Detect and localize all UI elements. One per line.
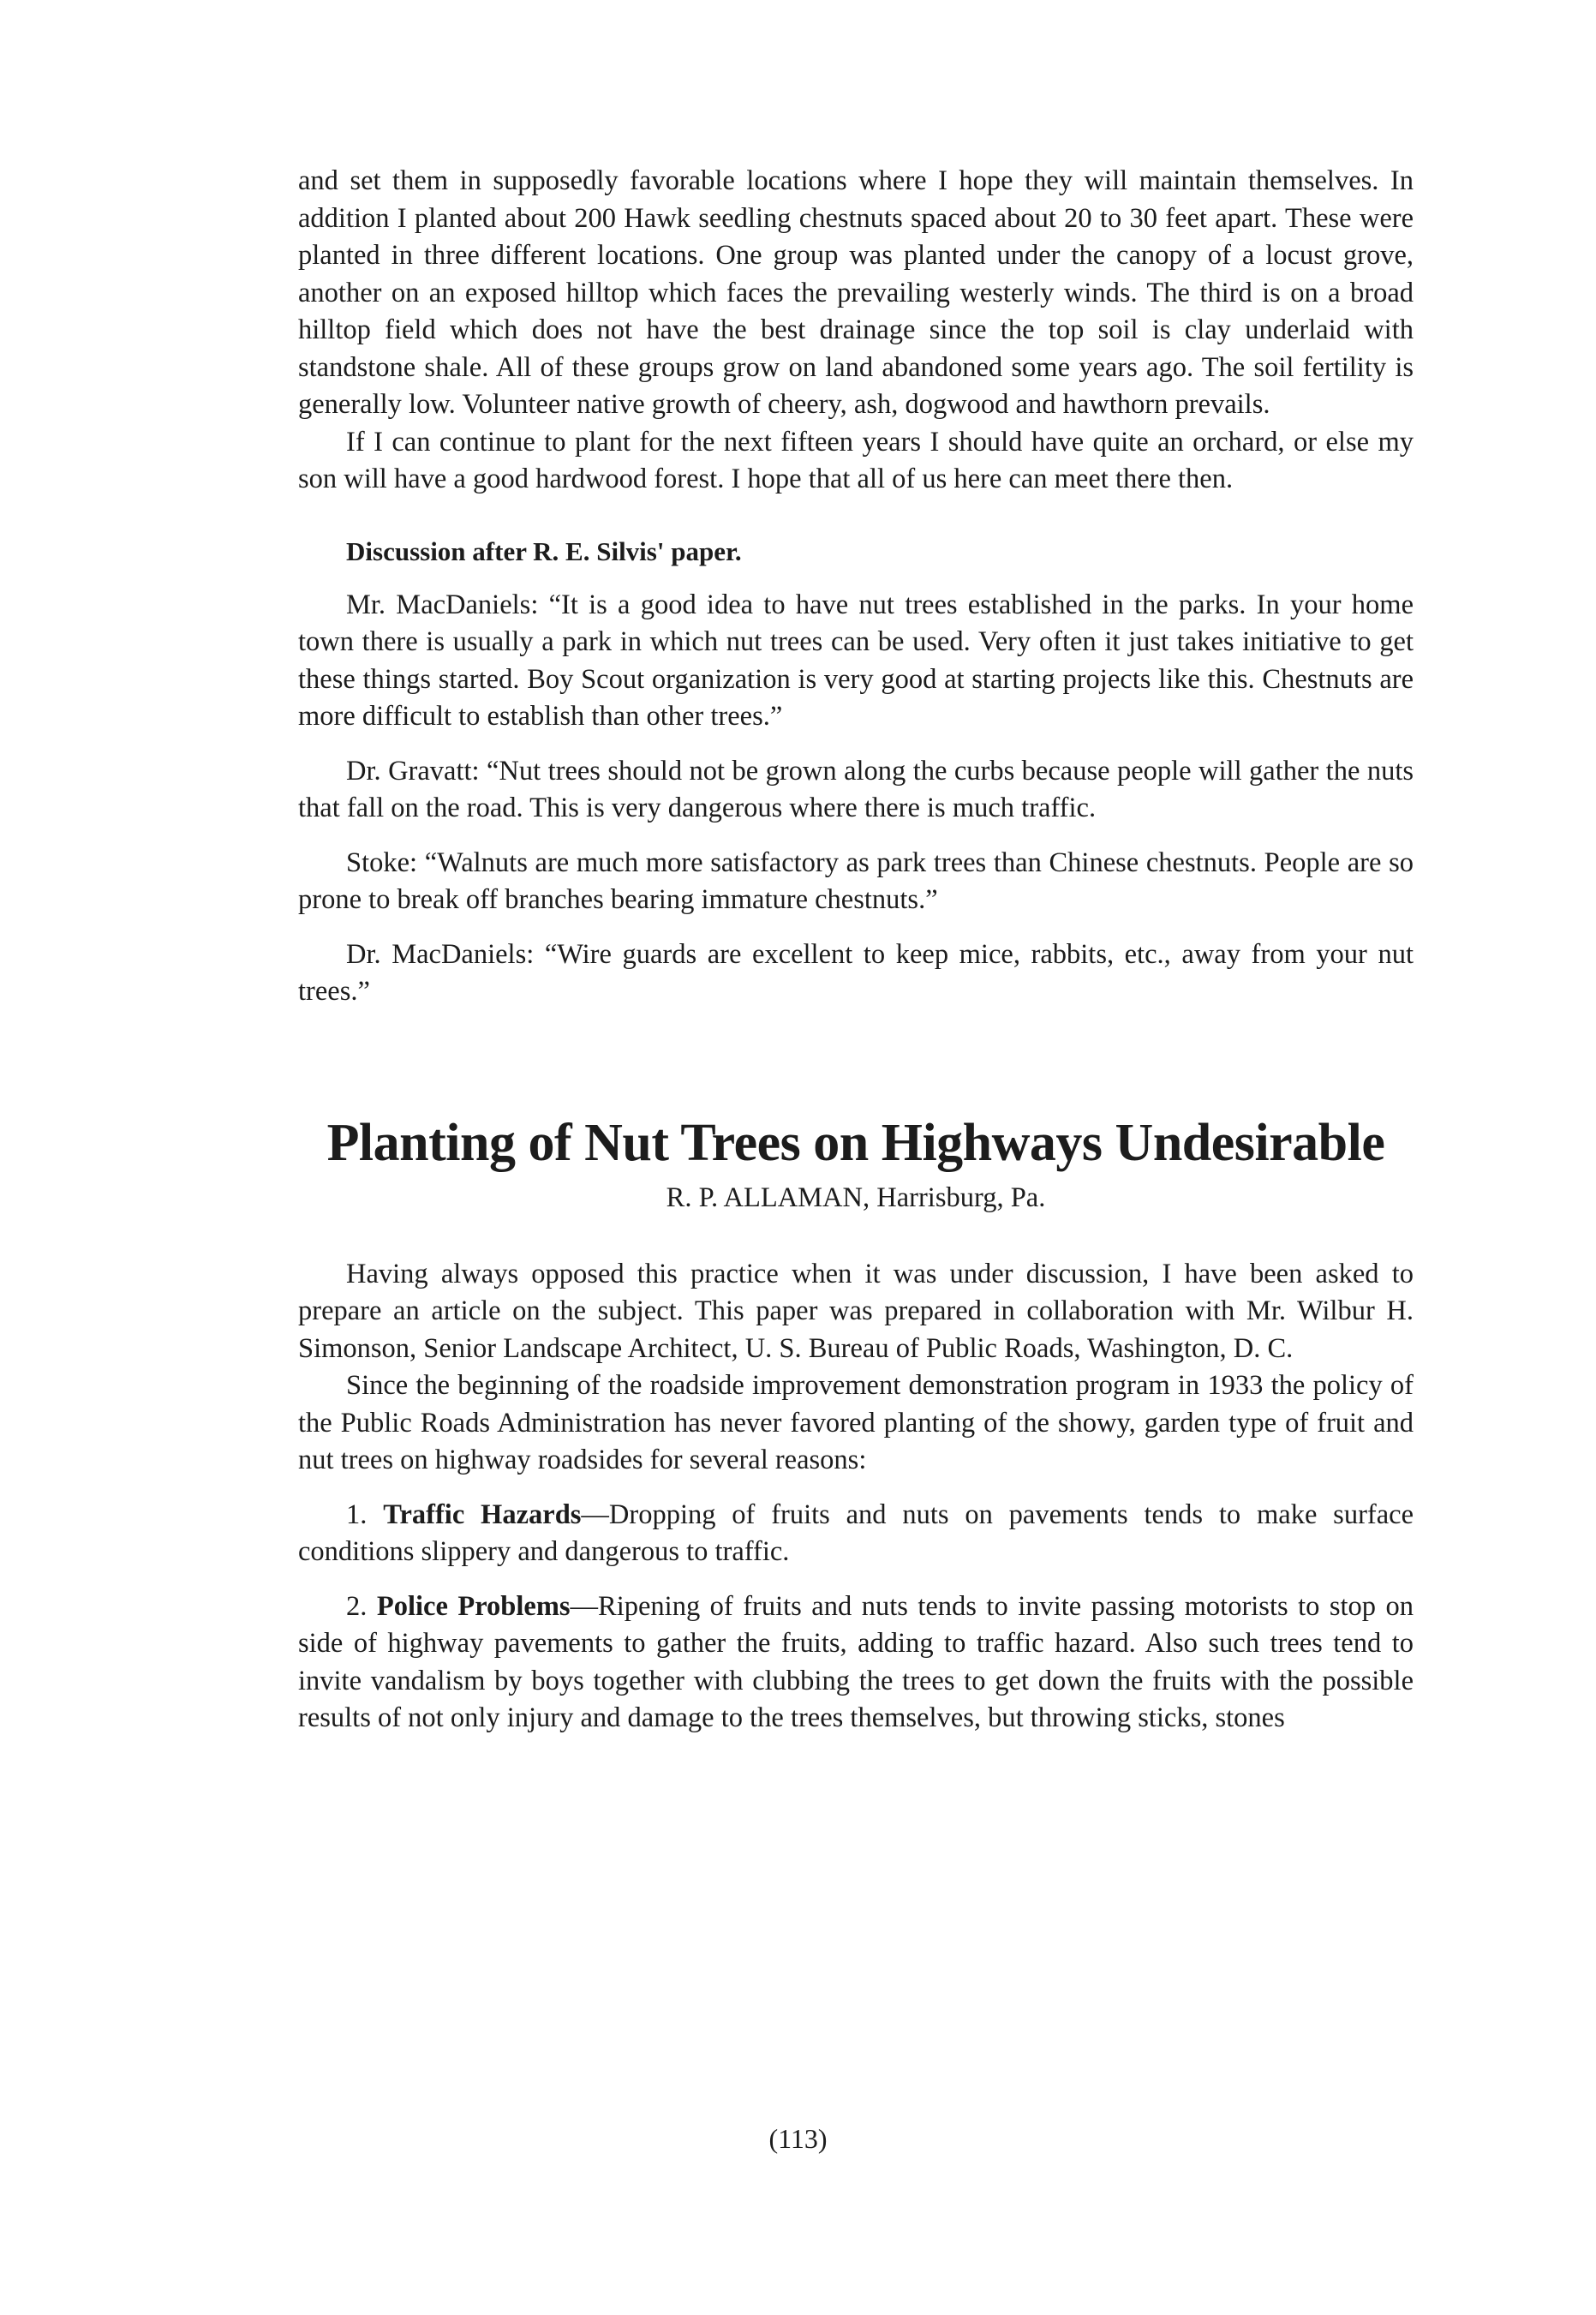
continuation-paragraph-1: and set them in supposedly favorable locations where I hope they will maintain themselves. In addition I planted about 200 Hawk seedling chestnuts spaced about 20 to 30 feet apart. These were planted in three different locations. One group was planted under the canopy of a locust grove, another on an exposed hilltop which faces the prevailing westerly winds. The third is on a broad hilltop field which does not have the best drainage since the top soil is clay underlaid with standstone shale. All of these groups grow on land abandoned some years ago. The soil fertility is generally low. Volunteer native growth of cheery, ash, dogwood and hawthorn prevails. bbox=[298, 165, 1414, 420]
article-title: Planting of Nut Trees on Highways Undesirable bbox=[326, 1113, 1385, 1172]
page-number: (113) bbox=[768, 2123, 828, 2154]
discussion-remark-gravatt: Dr. Gravatt: “Nut trees should not be grown along the curbs because people will gather the nuts that fall on the road. This is very dangerous where there is much traffic. bbox=[298, 755, 1414, 823]
discussion-remark-stoke: Stoke: “Walnuts are much more satisfactory as park trees than Chinese chestnuts. People are so prone to break off branches bearing immature chestnuts.” bbox=[298, 846, 1414, 915]
reason-number: 1. bbox=[346, 1498, 368, 1530]
reason-label: Police Problems bbox=[376, 1590, 571, 1622]
reason-number: 2. bbox=[346, 1590, 368, 1622]
reason-police-problems bbox=[298, 1588, 1414, 1738]
reason-label: Traffic Hazards bbox=[383, 1498, 582, 1530]
article-intro-paragraph-1: Having always opposed this practice when it was under discussion, I have been asked to prepare an article on the subject. This paper was prepared in collaboration with Mr. Wilbur H. Simonson, Senior Landscape Architect, U. S. Bureau of Public Roads, Washington, D. C. bbox=[298, 1258, 1414, 1364]
discussion-remark-macdaniels-1: Mr. MacDaniels: “It is a good idea to have nut trees established in the parks. In your home town there is usually a park in which nut trees can be used. Very often it just takes initiative to get these things started. Boy Scout organization is very good at starting projects like this. Chestnuts are more difficult to establish than other trees.” bbox=[298, 589, 1414, 732]
reason-traffic-hazards bbox=[298, 1497, 1414, 1571]
discussion-heading: Discussion after R. E. Silvis' paper. bbox=[346, 535, 742, 566]
continuation-paragraph-2: If I can continue to plant for the next fifteen years I should have quite an orchard, or else my son will have a good hardwood forest. I hope that all of us here can meet there then. bbox=[298, 426, 1414, 494]
reason-text: —Dropping of fruits and nuts on pavements tends to make surface conditions slippery and dangerous to traffic. bbox=[298, 1498, 1414, 1567]
reason-text: —Ripening of fruits and nuts tends to invite passing motorists to stop on side of highway pavements to gather the fruits, adding to traffic hazard. Also such trees tend to invite vandalism by boys together with clubbing the trees to get down the fruits with the possible results of not only injury and damage to the trees themselves, but throwing sticks, stones bbox=[298, 1590, 1414, 1733]
discussion-remark-macdaniels-2: Dr. MacDaniels: “Wire guards are excellent to keep mice, rabbits, etc., away from your nut trees.” bbox=[298, 938, 1414, 1007]
page-body bbox=[298, 163, 1414, 1738]
article-intro-paragraph-2: Since the beginning of the roadside improvement demonstration program in 1933 the policy of the Public Roads Administration has never favored planting of the showy, garden type of fruit and nut trees on highway roadsides for several reasons: bbox=[298, 1370, 1414, 1475]
article-author: R. P. ALLAMAN, Harrisburg, Pa. bbox=[666, 1181, 1046, 1213]
